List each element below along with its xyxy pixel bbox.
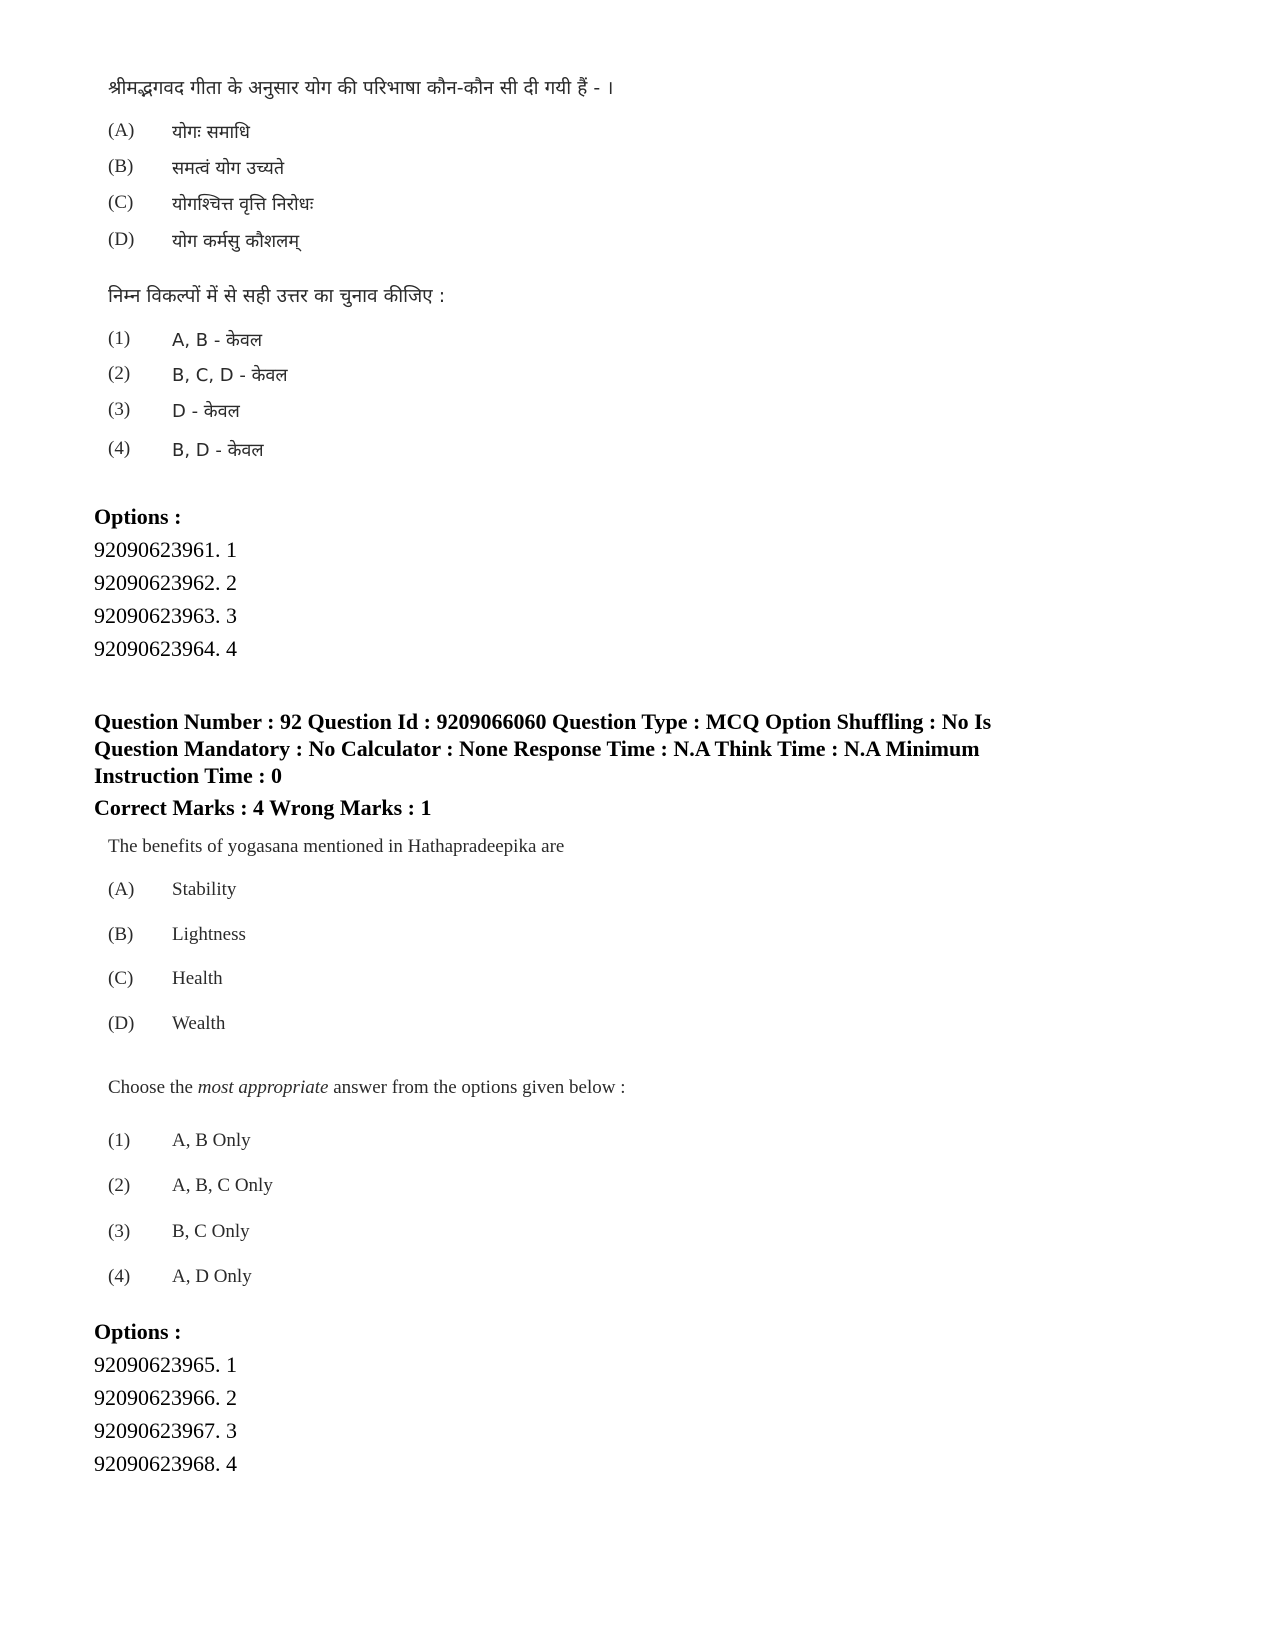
- option-item: 92090623962. 2: [94, 570, 237, 595]
- answer-label: (4): [108, 1266, 131, 1287]
- choose-instruction: निम्न विकल्पों में से सही उत्तर का चुनाव कीजिए :: [108, 285, 446, 307]
- answer-text: A, B - केवल: [172, 330, 263, 351]
- option-item: 92090623964. 4: [94, 636, 237, 661]
- statement-text: Lightness: [172, 924, 246, 945]
- answer-label: (3): [108, 1221, 131, 1242]
- answer-label: (2): [108, 363, 131, 384]
- option-item: 92090623965. 1: [94, 1352, 237, 1377]
- answer-text: B, C Only: [172, 1221, 250, 1242]
- option-item: 92090623961. 1: [94, 537, 237, 562]
- option-item: 92090623968. 4: [94, 1451, 237, 1476]
- statement-text: योग कर्मसु कौशलम्: [172, 231, 300, 252]
- statement-label: (D): [108, 229, 135, 250]
- option-item: 92090623963. 3: [94, 603, 237, 628]
- statement-text: समत्वं योग उच्यते: [172, 158, 285, 179]
- statement-text: Wealth: [172, 1013, 226, 1034]
- meta-line: Question Mandatory : No Calculator : None Response Time : N.A Think Time : N.A Minimum: [94, 736, 980, 761]
- answer-text: B, C, D - केवल: [172, 365, 288, 386]
- statement-label: (B): [108, 924, 134, 945]
- answer-text: A, B Only: [172, 1130, 251, 1151]
- statement-label: (A): [108, 879, 135, 900]
- statement-label: (A): [108, 120, 135, 141]
- answer-label: (4): [108, 438, 131, 459]
- options-heading: Options :: [94, 504, 182, 529]
- question-stem: श्रीमद्भगवद गीता के अनुसार योग की परिभाषा कौन-कौन सी दी गयी हैं - ।: [108, 77, 614, 99]
- statement-label: (C): [108, 192, 134, 213]
- option-item: 92090623966. 2: [94, 1385, 237, 1410]
- statement-text: Stability: [172, 879, 237, 900]
- answer-text: A, D Only: [172, 1266, 252, 1287]
- question-stem: The benefits of yogasana mentioned in Hathapradeepika are: [108, 836, 565, 857]
- statement-text: Health: [172, 968, 223, 989]
- statement-text: योगश्चित्त वृत्ति निरोधः: [172, 194, 314, 215]
- answer-label: (1): [108, 1130, 131, 1151]
- meta-line: Instruction Time : 0: [94, 763, 283, 788]
- option-item: 92090623967. 3: [94, 1418, 237, 1443]
- statement-label: (B): [108, 156, 134, 177]
- answer-label: (3): [108, 399, 131, 420]
- meta-line: Question Number : 92 Question Id : 9209066060 Question Type : MCQ Option Shuffling : No Is: [94, 709, 992, 734]
- marks-line: Correct Marks : 4 Wrong Marks : 1: [94, 795, 432, 820]
- answer-text: A, B, C Only: [172, 1175, 273, 1196]
- statement-label: (D): [108, 1013, 135, 1034]
- statement-text: योगः समाधि: [172, 122, 250, 143]
- answer-text: D - केवल: [172, 401, 240, 422]
- choose-text: answer from the options given below :: [328, 1077, 626, 1098]
- options-heading: Options :: [94, 1319, 182, 1344]
- question-meta: [94, 708, 1184, 789]
- answer-label: (2): [108, 1175, 131, 1196]
- answer-label: (1): [108, 328, 131, 349]
- statement-label: (C): [108, 968, 134, 989]
- choose-text: Choose the: [108, 1077, 198, 1098]
- choose-instruction: [108, 1077, 626, 1099]
- answer-text: B, D - केवल: [172, 440, 264, 461]
- choose-emphasis: most appropriate: [197, 1077, 329, 1098]
